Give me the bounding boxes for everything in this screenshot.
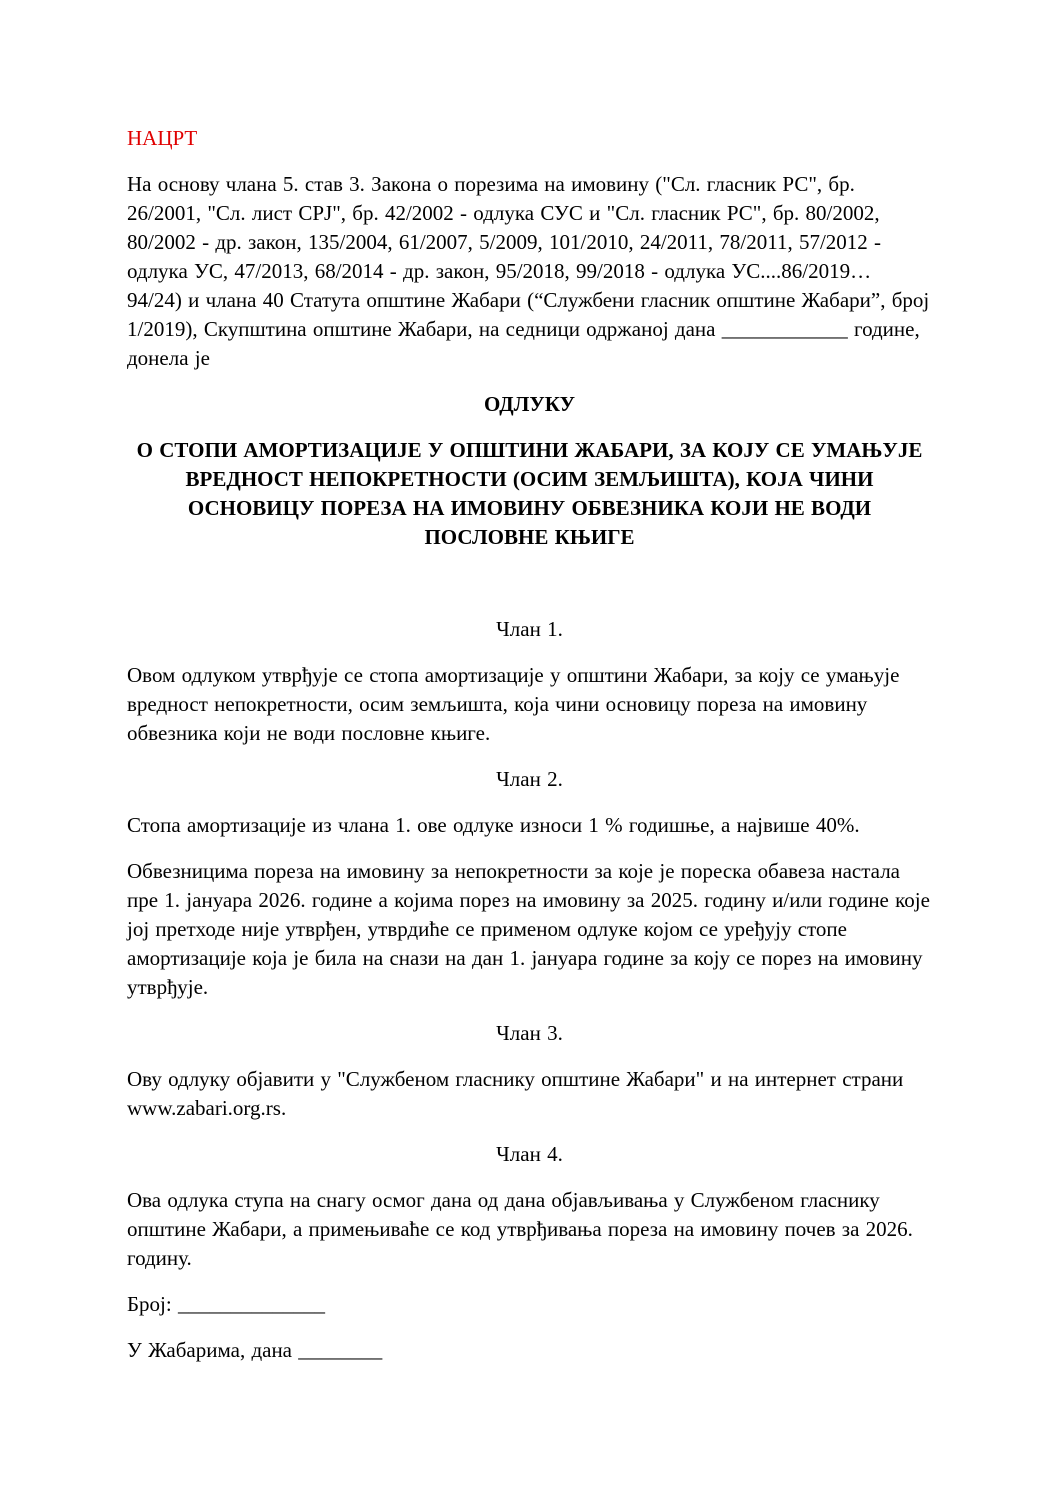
article-2-heading: Члан 2. [496, 767, 563, 791]
draft-watermark-label: НАЦРТ [127, 126, 198, 150]
number-line: Број: ______________ [127, 1292, 325, 1316]
preamble-paragraph: На основу члана 5. став 3. Закона о порезима на имовину ("Сл. гласник РС", бр. 26/2001, "Сл. лист СРЈ", бр. 42/2002 - одлука СУС и "Сл. гласник РС", бр. 80/2002, 80/2002 - др. закон, 135/2004, 61/2007, 5/2009, 101/2010, 24/2011, 78/2011, 57/2012 - одлука УС, 47/2013, 68/2014 - др. закон, 95/2018, 99/2018 - одлука УС....86/2019… 94/24) и члана 40 Статута општине Жабари (“Службени гласник општине Жабари”, број 1/2019), Скупштина општине Жабари, на седници одржаној дана ____________ године, донела је [127, 172, 930, 370]
blank-line [127, 569, 932, 615]
place-date-line: У Жабарима, дана ________ [127, 1338, 383, 1362]
article-4-paragraph: Ова одлука ступа на снагу осмог дана од дана објављивања у Службеном гласнику општине Жабари, а примењиваће се код утврђивања пореза на имовину почев за 2026. годину. [127, 1188, 913, 1270]
decision-heading: ОДЛУКУ [483, 392, 575, 416]
article-3-paragraph: Ову одлуку објавити у "Службеном гласнику општине Жабари" и на интернет страни www.zabari.org.rs. [127, 1067, 904, 1120]
decision-title: О СТОПИ АМОРТИЗАЦИЈЕ У ОПШТИНИ ЖАБАРИ, ЗА КОЈУ СЕ УМАЊУЈЕ ВРЕДНОСТ НЕПОКРЕТНОСТИ (ОСИМ ЗЕМЉИШТА), КОЈА ЧИНИ ОСНОВИЦУ ПОРЕЗА НА ИМОВИНУ ОБВЕЗНИКА КОЈИ НЕ ВОДИ ПОСЛОВНЕ КЊИГЕ [136, 438, 923, 549]
article-3-heading: Члан 3. [496, 1021, 563, 1045]
article-2-paragraph-2: Обвезницима пореза на имовину за непокретности за које је пореска обавеза настала пре 1. јануара 2026. године а којима порез на имовину за 2025. годину и/или године које јој претходе није утврђен, утврдиће се применом одлуке којом се уређују стопе амортизације која је била на снази на дан 1. јануара године за коју се порез на имовину утврђује. [127, 859, 930, 999]
article-1-paragraph: Овом одлуком утврђује се стопа амортизације у општини Жабари, за коју се умањује вредност непокретности, осим земљишта, која чини основицу пореза на имовину обвезника који не води пословне књиге. [127, 663, 900, 745]
article-2-paragraph-1: Стопа амортизације из члана 1. ове одлуке износи 1 % годишње, а највише 40%. [127, 813, 860, 837]
article-4-heading: Члан 4. [496, 1142, 563, 1166]
article-1-heading: Члан 1. [496, 617, 563, 641]
